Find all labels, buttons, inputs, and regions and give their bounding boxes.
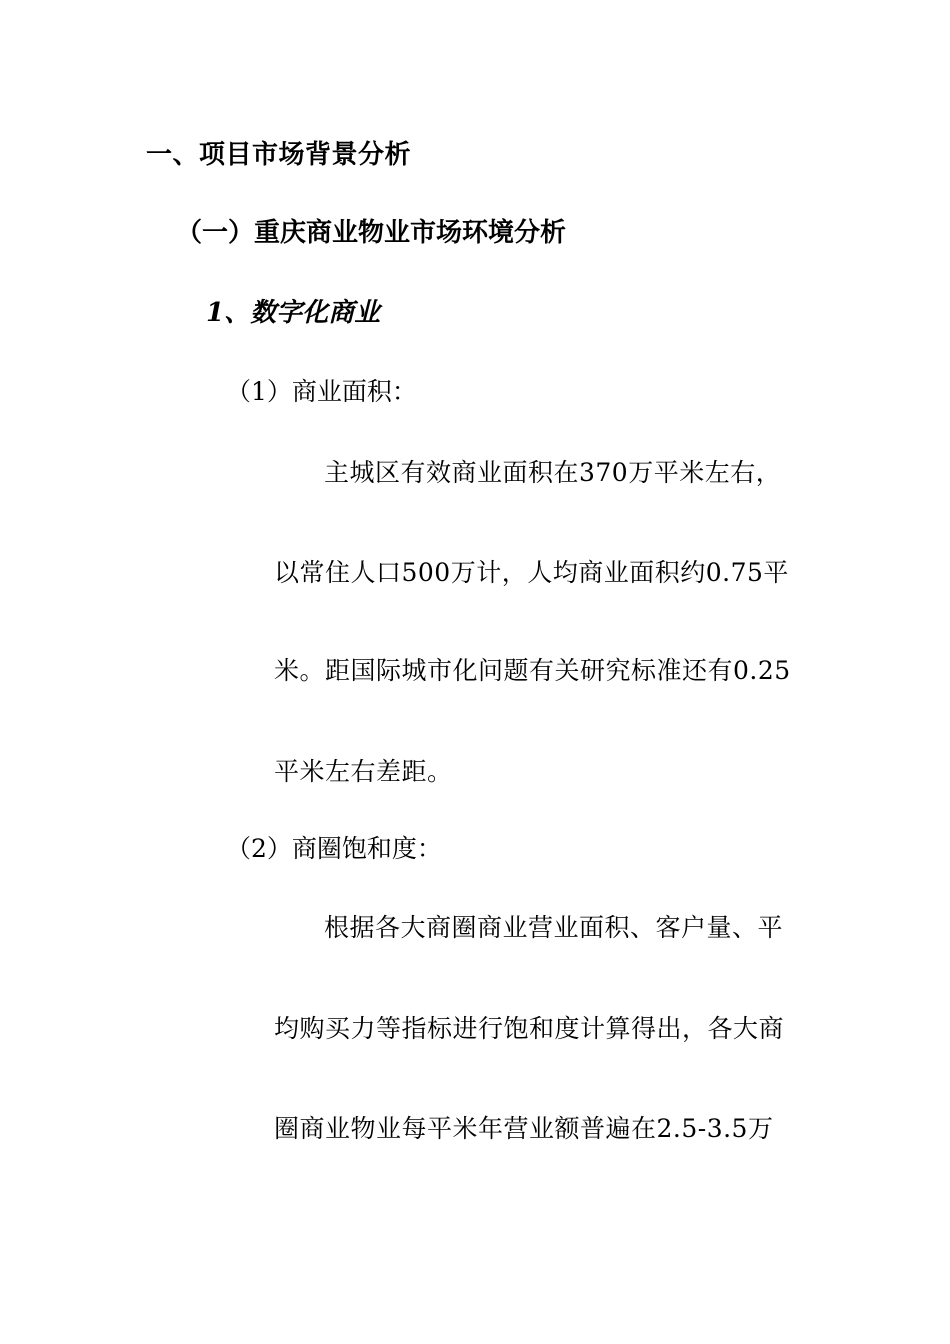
section-2-line-3: 圈商业物业每平米年营业额普遍在2.5-3.5万 xyxy=(274,1114,774,1143)
section-1-line-3: 米。距国际城市化问题有关研究标准还有0.25 xyxy=(274,656,791,685)
heading-level-3: 1、数字化商业 xyxy=(206,298,381,328)
heading-level-2: （一）重庆商业物业市场环境分析 xyxy=(176,218,567,248)
section-1-line-4: 平米左右差距。 xyxy=(274,757,453,786)
heading-level-1: 一、项目市场背景分析 xyxy=(146,140,412,170)
section-2-line-2: 均购买力等指标进行饱和度计算得出，各大商 xyxy=(274,1014,785,1043)
section-1-subtitle: （1）商业面积： xyxy=(226,377,417,406)
section-1-line-2: 以常住人口500万计，人均商业面积约0.75平 xyxy=(274,558,789,587)
section-1-line-1: 主城区有效商业面积在370万平米左右， xyxy=(324,458,782,487)
section-2-line-1: 根据各大商圈商业营业面积、客户量、平 xyxy=(324,913,784,942)
section-2-subtitle: （2）商圈饱和度： xyxy=(226,834,442,863)
